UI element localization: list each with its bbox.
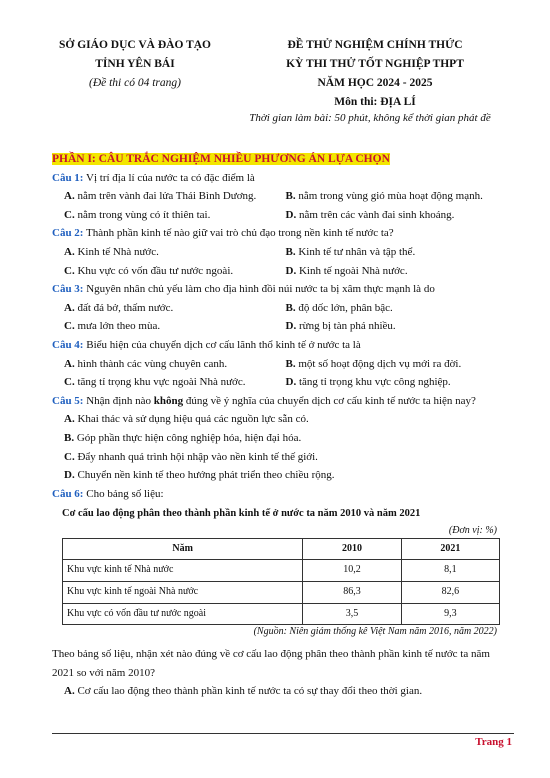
- option-letter: B.: [64, 431, 75, 444]
- exam-content: [52, 150, 507, 701]
- option-letter: D.: [285, 208, 297, 221]
- option-text: tăng tỉ trọng khu vực công nghiệp.: [296, 376, 451, 389]
- option-text: nằm trong vùng có ít thiên tai.: [74, 208, 211, 221]
- footer-divider: [52, 733, 514, 734]
- options-row: [52, 243, 507, 262]
- question-3: [52, 280, 507, 299]
- page-count-note: (Đề thi có 04 trang): [89, 77, 181, 89]
- header-right: [230, 36, 520, 112]
- question-emphasis: không: [153, 394, 184, 407]
- table-unit: (Đơn vị: %): [448, 524, 497, 536]
- option-text: hình thành các vùng chuyên canh.: [74, 357, 228, 370]
- table-cell: 8,1: [401, 560, 499, 582]
- option-letter: D.: [285, 264, 297, 277]
- question-4: [52, 336, 507, 355]
- option-text: nằm trên các vành đai sinh khoáng.: [296, 208, 455, 221]
- province-name: TỈNH YÊN BÁI: [95, 58, 175, 70]
- option-c: [64, 262, 286, 281]
- section-title: PHẦN I: CÂU TRẮC NGHIỆM NHIỀU PHƯƠNG ÁN LỰA CHỌN: [52, 153, 390, 165]
- option-b: [286, 243, 508, 262]
- question-6: [52, 485, 507, 504]
- table-source: (Nguồn: Niên giám thống kê Việt Nam năm 2016, năm 2022): [253, 626, 497, 638]
- data-table: [62, 538, 500, 625]
- option-text: Khai thác và sử dụng hiệu quả các nguồn lực sẵn có.: [74, 413, 309, 426]
- exam-name: KỲ THI THỬ TỐT NGHIỆP THPT: [286, 58, 464, 70]
- option-d: [52, 466, 507, 485]
- option-a: [64, 243, 286, 262]
- option-a: [64, 355, 286, 374]
- header-left: [40, 36, 230, 93]
- option-text: Kinh tế tư nhân và tập thể.: [295, 245, 416, 258]
- option-text: độ dốc lớn, phân bậc.: [295, 301, 393, 314]
- question-text: Cho bảng số liệu:: [83, 487, 164, 500]
- options-row: [52, 373, 507, 392]
- option-letter: A.: [64, 413, 75, 426]
- option-letter: C.: [64, 376, 75, 389]
- option-text: Đẩy nhanh quá trình hội nhập vào nền kinh tế thế giới.: [74, 450, 318, 463]
- option-c: [64, 317, 286, 336]
- question-label: Câu 5:: [52, 394, 84, 407]
- question-label: Câu 1:: [52, 171, 84, 184]
- table-row: [63, 582, 500, 604]
- option-b: [286, 355, 508, 374]
- option-b: [286, 187, 508, 206]
- option-a: [64, 187, 286, 206]
- options-row: [52, 355, 507, 374]
- option-c: [52, 448, 507, 467]
- options-row: [52, 206, 507, 225]
- option-letter: D.: [285, 376, 297, 389]
- option-letter: C.: [64, 320, 75, 333]
- question-label: Câu 4:: [52, 338, 84, 351]
- option-a: [64, 299, 286, 318]
- options-row: [52, 187, 507, 206]
- table-cell: 86,3: [303, 582, 401, 604]
- option-text: tăng tỉ trọng khu vực ngoài Nhà nước.: [74, 376, 246, 389]
- option-letter: A.: [64, 685, 75, 698]
- option-text: Kinh tế ngoài Nhà nước.: [296, 264, 408, 277]
- question-text: Vị trí địa lí của nước ta có đặc điểm là: [83, 171, 255, 184]
- table-header-cell: 2010: [303, 538, 401, 560]
- question-label: Câu 6:: [52, 487, 84, 500]
- options-row: [52, 299, 507, 318]
- option-text: Cơ cấu lao động theo thành phần kinh tế nước ta có sự thay đổi theo thời gian.: [74, 685, 423, 698]
- option-text: rừng bị tàn phá nhiều.: [296, 320, 396, 333]
- question-text: Biểu hiện của chuyển dịch cơ cấu lãnh thổ kinh tế ở nước ta là: [83, 338, 361, 351]
- question-text: Thành phần kinh tế nào giữ vai trò chủ đạo trong nền kinh tế nước ta?: [83, 227, 394, 240]
- option-letter: B.: [285, 301, 296, 314]
- table-header-row: [63, 538, 500, 560]
- option-letter: C.: [64, 450, 75, 463]
- table-row: [63, 560, 500, 582]
- question-2: [52, 224, 507, 243]
- table-cell: 10,2: [303, 560, 401, 582]
- option-letter: A.: [64, 357, 75, 370]
- option-letter: D.: [285, 320, 297, 333]
- school-year: NĂM HỌC 2024 - 2025: [317, 77, 433, 89]
- option-letter: C.: [64, 264, 75, 277]
- option-letter: C.: [64, 208, 75, 221]
- time-limit: Thời gian làm bài: 50 phút, không kể thời gian phát đề: [249, 112, 491, 124]
- table-header-cell: 2021: [401, 538, 499, 560]
- option-c: [64, 206, 286, 225]
- option-a: [52, 410, 507, 429]
- option-c: [64, 373, 286, 392]
- option-letter: D.: [64, 469, 75, 482]
- option-d: [286, 373, 508, 392]
- option-text: mưa lớn theo mùa.: [74, 320, 161, 333]
- options-row: [52, 262, 507, 281]
- table-cell: 3,5: [303, 603, 401, 625]
- table-cell: Khu vực kinh tế ngoài Nhà nước: [63, 582, 303, 604]
- table-cell: 9,3: [401, 603, 499, 625]
- exam-type: ĐỀ THỬ NGHIỆM CHÍNH THỨC: [287, 39, 463, 51]
- option-a: [52, 682, 507, 701]
- option-text: Chuyển nền kinh tế theo hướng phát triển theo chiều rộng.: [74, 469, 335, 482]
- option-d: [286, 262, 508, 281]
- option-text: Khu vực có vốn đầu tư nước ngoài.: [74, 264, 234, 277]
- table-title: Cơ cấu lao động phân theo thành phần kinh tế ở nước ta năm 2010 và năm 2021: [62, 508, 421, 520]
- options-row: [52, 317, 507, 336]
- option-text: Kinh tế Nhà nước.: [74, 245, 159, 258]
- option-letter: B.: [285, 190, 296, 203]
- question-text: Nguyên nhân chủ yếu làm cho địa hình đồi núi nước ta bị xâm thực mạnh là do: [83, 283, 435, 296]
- question-6-prompt: Theo bảng số liệu, nhận xét nào đúng về cơ cấu lao động phân theo thành phần kinh tế nước ta năm 2021 so với năm 2010?: [52, 648, 490, 679]
- table-header-cell: Năm: [63, 538, 303, 560]
- option-letter: B.: [285, 357, 296, 370]
- question-5: [52, 392, 507, 411]
- option-letter: A.: [64, 301, 75, 314]
- table-row: [63, 603, 500, 625]
- option-text: nằm trong vùng gió mùa hoạt động mạnh.: [295, 190, 483, 203]
- table-cell: Khu vực kinh tế Nhà nước: [63, 560, 303, 582]
- option-text: Góp phần thực hiện công nghiệp hóa, hiện đại hóa.: [74, 431, 302, 444]
- option-d: [286, 317, 508, 336]
- option-text: một số hoạt động dịch vụ mới ra đời.: [295, 357, 462, 370]
- option-text: đất đá bở, thấm nước.: [74, 301, 174, 314]
- question-label: Câu 3:: [52, 283, 84, 296]
- table-cell: 82,6: [401, 582, 499, 604]
- question-text: đúng về ý nghĩa của chuyển dịch cơ cấu kinh tế nước ta hiện nay?: [183, 394, 476, 407]
- option-letter: A.: [64, 245, 75, 258]
- option-letter: A.: [64, 190, 75, 203]
- question-1: [52, 169, 507, 188]
- option-b: [286, 299, 508, 318]
- department-name: SỞ GIÁO DỤC VÀ ĐÀO TẠO: [59, 39, 211, 51]
- subject: Môn thi: ĐỊA LÍ: [334, 96, 416, 108]
- page-number: Trang 1: [475, 736, 512, 748]
- option-letter: B.: [285, 245, 296, 258]
- option-d: [286, 206, 508, 225]
- option-b: [52, 429, 507, 448]
- question-label: Câu 2:: [52, 227, 84, 240]
- question-text: Nhận định nào: [83, 394, 154, 407]
- option-text: nằm trên vành đai lửa Thái Bình Dương.: [74, 190, 257, 203]
- table-cell: Khu vực có vốn đầu tư nước ngoài: [63, 603, 303, 625]
